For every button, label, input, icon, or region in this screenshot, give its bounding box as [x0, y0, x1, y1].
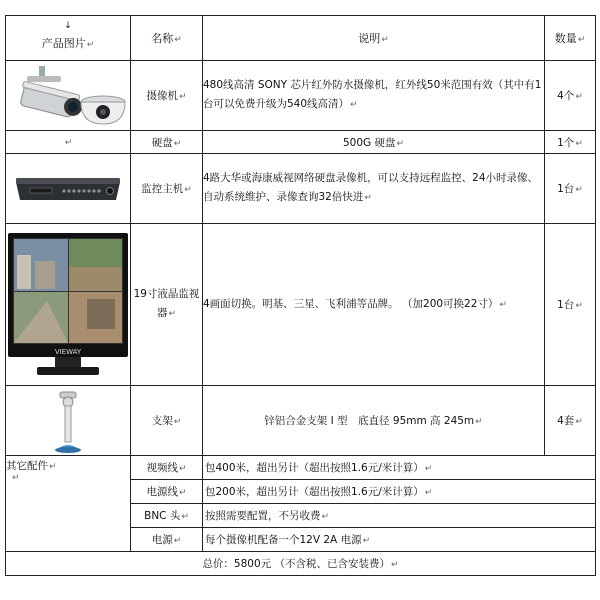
- other-accessories-label: 其它配件: [6, 460, 48, 472]
- accessory-name: 电源线↵: [131, 480, 203, 504]
- table-row: [6, 456, 596, 480]
- row-name: 支架↵: [131, 386, 203, 456]
- accessory-name: 电源↵: [131, 528, 203, 552]
- row-qty: 1台↵: [545, 154, 596, 224]
- dvr-image: [6, 154, 131, 224]
- note-mark: ↓: [64, 21, 72, 31]
- bracket-image: [6, 386, 131, 456]
- accessory-name: BNC 头↵: [131, 504, 203, 528]
- monitor-brand: VIEWAY: [54, 347, 82, 356]
- accessory-desc: 每个摄像机配备一个12V 2A 电源↵: [203, 528, 596, 552]
- row-name: 19寸液晶监视器↵: [131, 224, 203, 386]
- row-qty: 1台↵: [545, 224, 596, 386]
- row-name: 硬盘↵: [131, 131, 203, 154]
- total-row: [6, 552, 596, 576]
- accessory-desc: 包200米，超出另计（超出按照1.6元/米计算）↵: [203, 480, 596, 504]
- monitor-image: [6, 224, 131, 386]
- row-desc: 4路大华或海康威视网络硬盘录像机，可以支持远程监控、24小时录像、自动系统维护、录像查询32倍快进↵: [203, 154, 545, 224]
- accessory-desc: 包400米，超出另计（超出按照1.6元/米计算）↵: [203, 456, 596, 480]
- other-accessories-cell: 其它配件↵ ↵: [6, 456, 131, 552]
- header-name: 名称↵: [131, 16, 203, 61]
- bracket-icon: [48, 388, 88, 454]
- row-name: 监控主机↵: [131, 154, 203, 224]
- accessory-desc: 按照需要配置，不另收费↵: [203, 504, 596, 528]
- header-image: ↓ 产品图片↵: [6, 16, 131, 61]
- header-image-label: 产品图片: [41, 37, 86, 50]
- row-qty: 4个↵: [545, 61, 596, 131]
- table-row: [6, 386, 596, 456]
- row-desc: 480线高清 SONY 芯片红外防水摄像机，红外线50米范围有效（其中有1台可以免费升级为540线高清）↵: [203, 61, 545, 131]
- quotation-table: [5, 15, 596, 576]
- header-row: [6, 16, 596, 61]
- table-row: [6, 224, 596, 386]
- total-price: 总价：5800元 （不含税、已含安装费）↵: [6, 552, 596, 576]
- disk-image-cell: ↵: [6, 131, 131, 154]
- table-row: [6, 131, 596, 154]
- monitor-icon: [7, 231, 129, 379]
- row-desc: 500G 硬盘↵: [203, 131, 545, 154]
- row-qty: 1个↵: [545, 131, 596, 154]
- row-qty: 4套↵: [545, 386, 596, 456]
- camera-icon: [9, 64, 127, 128]
- camera-image: [6, 61, 131, 131]
- row-name: 摄像机↵: [131, 61, 203, 131]
- row-desc: 锌铝合金支架 I 型 底直径 95mm 高 245m↵: [203, 386, 545, 456]
- table-row: [6, 61, 596, 131]
- accessory-name: 视频线↵: [131, 456, 203, 480]
- table-row: [6, 154, 596, 224]
- row-desc: 4画面切换。明基、三星、飞利浦等品牌。 （加200可换22寸）↵: [203, 224, 545, 386]
- header-qty: 数量↵: [545, 16, 596, 61]
- header-desc: 说明↵: [203, 16, 545, 61]
- dvr-icon: [12, 174, 124, 204]
